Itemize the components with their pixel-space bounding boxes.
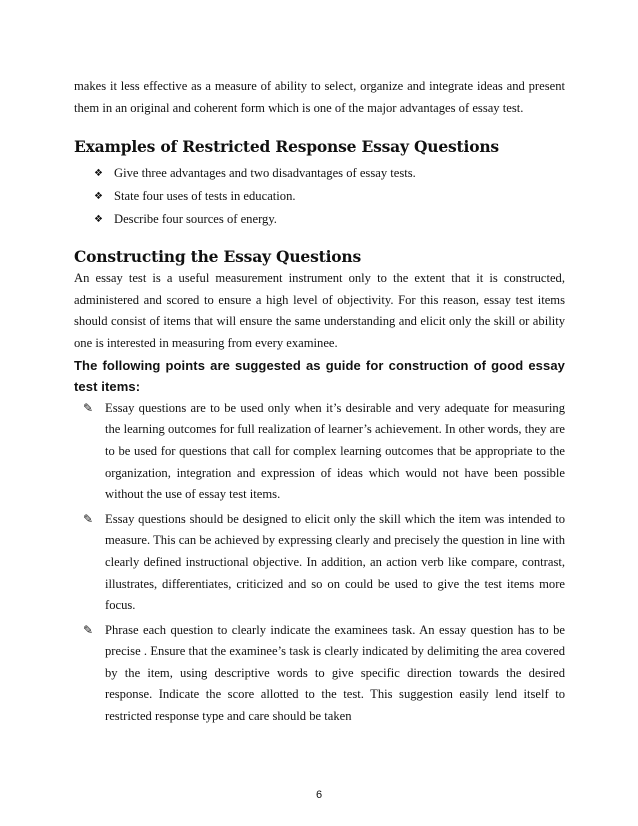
intro-paragraph: makes it less effective as a measure of ability to select, organize and integrate ideas and present them in an original and coherent form which is one of the major advantages of essay test. — [74, 79, 565, 115]
diamond-bullet-icon: ❖ — [94, 191, 103, 203]
list-item-text: State four uses of tests in education. — [114, 189, 296, 204]
diamond-bullet-icon: ❖ — [94, 168, 103, 180]
list-item-text: Give three advantages and two disadvantages of essay tests. — [114, 166, 416, 181]
list-item — [74, 208, 565, 231]
list-item-text: Describe four sources of energy. — [114, 212, 277, 227]
list-item — [74, 398, 565, 506]
constructing-paragraph: An essay test is a useful measurement instrument only to the extent that it is constructed, administered and scored to ensure a high level of objectivity. For this reason, essay test items should consist of items that will ensure the same understanding and elicit only the skill or ability one is interested in measuring from every examinee. — [74, 271, 565, 350]
restricted-response-list — [74, 162, 565, 231]
pen-bullet-icon: ✎ — [83, 622, 94, 637]
list-item — [74, 620, 565, 728]
pen-bullet-icon: ✎ — [83, 400, 94, 415]
guide-points-list — [74, 398, 565, 728]
restricted-response-heading: Examples of Restricted Response Essay Questions — [74, 137, 499, 157]
list-item-text: Essay questions are to be used only when it’s desirable and very adequate for measuring the learning outcomes for full realization of learner’s achievement. In other words, they are to be used for questions that call for complex learning outcomes that be appropriate to the organization, integration and expression of ideas which would not have been possible without the use of essay test items. — [105, 400, 565, 502]
constructing-heading: Constructing the Essay Questions — [74, 247, 361, 267]
list-item-text: Essay questions should be designed to elicit only the skill which the item was intended to measure. This can be achieved by expressing clearly and precisely the question in line with clearly defined instructional objective. In addition, an action verb like compare, contrast, illustrates, differentiates, criticized and so on could be used to give the test items more focus. — [105, 511, 565, 613]
list-item — [74, 185, 565, 208]
pen-bullet-icon: ✎ — [83, 511, 94, 526]
list-item-text: Phrase each question to clearly indicate the examinees task. An essay question has to be precise . Ensure that the examinee’s task is clearly indicated by delimiting the area covered by the item, using descriptive words to give specific direction towards the desired response. Indicate the score allotted to the test. This suggestion easily lend itself to restricted response type and care should be taken — [105, 622, 565, 724]
diamond-bullet-icon: ❖ — [94, 214, 103, 226]
page-number: 6 — [315, 789, 323, 801]
guide-heading: The following points are suggested as guide for construction of good essay test items: — [74, 357, 565, 395]
list-item — [74, 509, 565, 617]
page-content — [74, 76, 565, 731]
list-item — [74, 162, 565, 185]
